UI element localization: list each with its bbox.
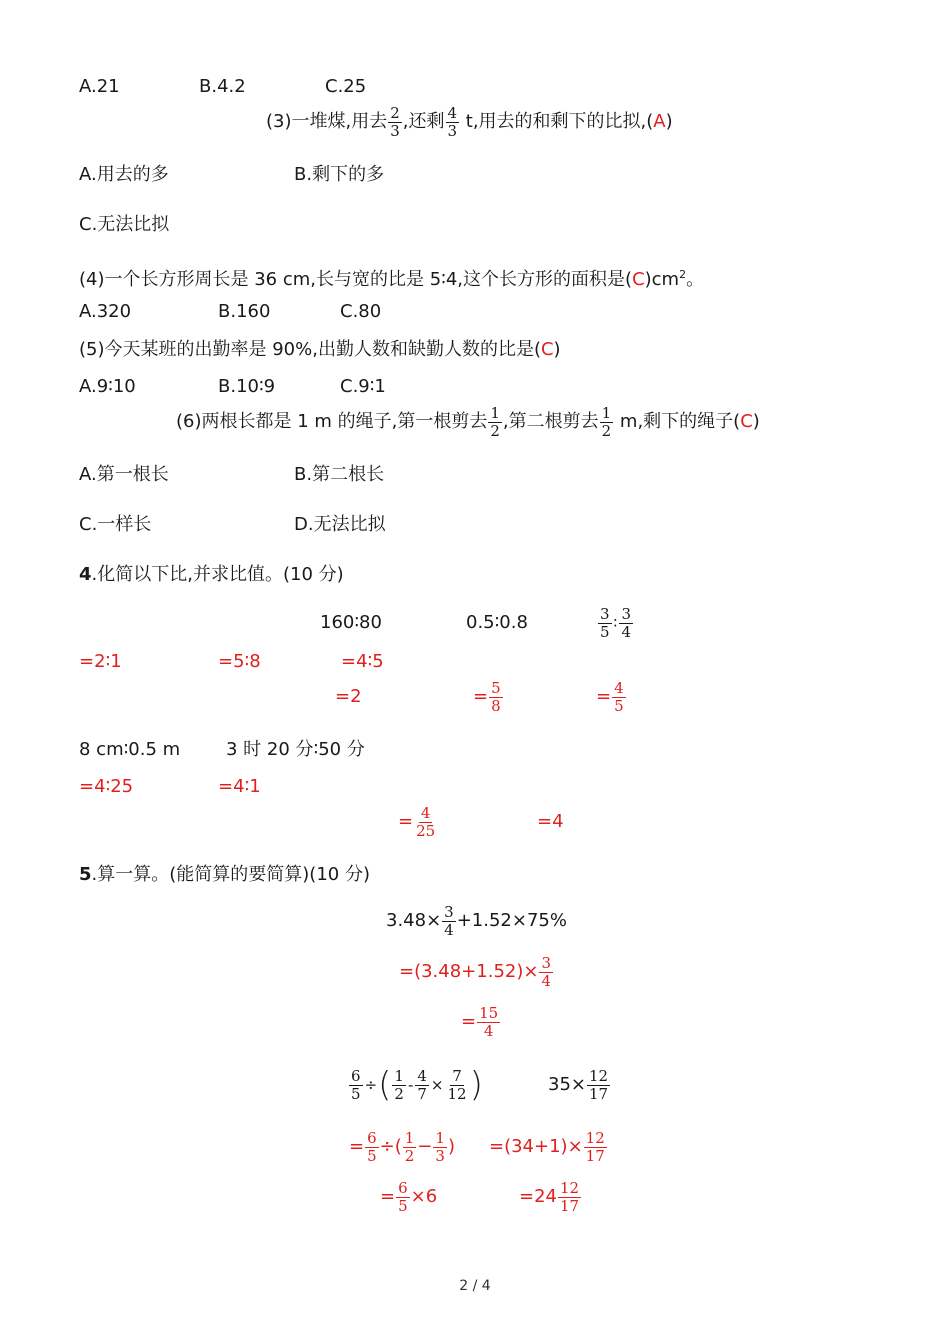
fraction: $\frac{4}{25}$ xyxy=(416,803,436,840)
fraction: $\frac{1}{3}$ xyxy=(435,1128,445,1165)
s5-step-4: =(34+1)× $\frac{12}{17}$ xyxy=(489,1128,605,1165)
answer: C xyxy=(540,339,554,360)
s4-value-4: = $\frac{4}{25}$ xyxy=(398,803,436,840)
s5-step-5: = $\frac{6}{5}$ ×6 xyxy=(380,1178,438,1215)
section-5-title: 5.算一算。(能简算的要简算)(10 分) xyxy=(79,864,370,885)
q3-stem: (3)一堆煤,用去 $\frac{2}{3}$ ,还剩 $\frac{4}{3}$ t,用去的和剩下的比拟,(A) xyxy=(266,103,673,140)
fraction: $\frac{15}{4}$ xyxy=(479,1003,499,1040)
s5-step-1: =(3.48+1.52)× $\frac{3}{4}$ xyxy=(399,953,551,990)
page-number: 2 / 4 xyxy=(459,1278,491,1294)
s5-expr-1: 3.48× $\frac{3}{4}$ +1.52×75% xyxy=(386,902,567,939)
fraction: $\frac{6}{5}$ xyxy=(398,1178,408,1215)
s4-expr-4: 8 cm∶0.5 m xyxy=(79,739,181,760)
s4-ratio-4: =4∶25 xyxy=(79,776,134,797)
q2-option-a: A.21 xyxy=(79,76,120,97)
s4-expr-1: 160∶80 xyxy=(320,612,382,633)
section-4-title: 4.化简以下比,并求比值。(10 分) xyxy=(79,564,344,585)
s4-ratio-1: =2∶1 xyxy=(79,651,122,672)
fraction: $\frac{1}{2}$ xyxy=(490,403,500,440)
s5-step-3: = $\frac{6}{5}$ ÷( $\frac{1}{2}$ − $\frac{1}{3}$ ) xyxy=(349,1128,455,1165)
fraction: $\frac{2}{3}$ xyxy=(390,103,400,140)
s4-value-2: = $\frac{5}{8}$ xyxy=(473,678,501,715)
fraction: $\frac{4}{3}$ xyxy=(447,103,458,140)
answer: C xyxy=(632,269,645,290)
q6-stem: (6)两根长都是 1 m 的绳子,第一根剪去 $\frac{1}{2}$ ,第二根剪去 $\frac{1}{2}$ m,剩下的绳子(C) xyxy=(176,403,760,440)
q5-option-b: B.10∶9 xyxy=(218,376,276,397)
fraction: $\frac{3}{4}$ xyxy=(621,604,631,641)
s4-ratio-2: =5∶8 xyxy=(218,651,261,672)
fraction: $\frac{4}{5}$ xyxy=(614,678,624,715)
q3-option-c: C.无法比拟 xyxy=(79,214,170,235)
s4-expr-3: $\frac{3}{5}$ ∶ $\frac{3}{4}$ xyxy=(600,604,631,641)
q4-option-b: B.160 xyxy=(218,301,271,322)
q4-stem: (4)一个长方形周长是 36 cm,长与宽的比是 5∶4,这个长方形的面积是$(C)cm^2$。 xyxy=(79,268,705,290)
q4-option-c: C.80 xyxy=(340,301,382,322)
s4-value-1: =2 xyxy=(335,686,362,707)
s5-expr-3: 35× $\frac{12}{17}$ xyxy=(548,1066,609,1103)
fraction: $\frac{12}{17}$ xyxy=(560,1178,580,1215)
q5-stem: (5)今天某班的出勤率是 90%,出勤人数和缺勤人数的比是(C) xyxy=(79,339,561,360)
fraction: $\frac{1}{2}$ xyxy=(394,1066,404,1103)
q2-option-c: C.25 xyxy=(325,76,367,97)
q5-option-c: C.9∶1 xyxy=(340,376,386,397)
q3-option-b: B.剩下的多 xyxy=(294,164,385,185)
q6-option-b: B.第二根长 xyxy=(294,464,385,485)
q2-option-b: B.4.2 xyxy=(199,76,246,97)
fraction: $\frac{12}{17}$ xyxy=(585,1128,605,1165)
s4-value-3: = $\frac{4}{5}$ xyxy=(596,678,624,715)
fraction: $\frac{3}{4}$ xyxy=(444,902,454,939)
q6-option-a: A.第一根长 xyxy=(79,464,169,485)
fraction: $\frac{3}{4}$ xyxy=(541,953,551,990)
fraction: $\frac{6}{5}$ xyxy=(351,1066,361,1103)
answer: A xyxy=(653,111,666,132)
q4-option-a: A.320 xyxy=(79,301,132,322)
s4-expr-5: 3 时 20 分∶50 分 xyxy=(226,739,365,760)
q6-option-c: C.一样长 xyxy=(79,514,152,535)
s4-expr-2: 0.5∶0.8 xyxy=(466,612,528,633)
q3-option-a: A.用去的多 xyxy=(79,164,169,185)
s4-ratio-3: =4∶5 xyxy=(341,651,384,672)
fraction: $\frac{5}{8}$ xyxy=(491,678,501,715)
answer: C xyxy=(740,411,753,432)
s5-expr-2: $\frac{6}{5}$ ÷( $\frac{1}{2}$ - $\frac{4}{7}$ × $\frac{7}{12}$ ) xyxy=(351,1065,483,1105)
fraction: $\frac{6}{5}$ xyxy=(367,1128,377,1165)
fraction: $\frac{1}{2}$ xyxy=(601,403,612,440)
s4-ratio-5: =4∶1 xyxy=(218,776,261,797)
fraction: $\frac{3}{5}$ xyxy=(600,604,610,641)
s5-step-2: = $\frac{15}{4}$ xyxy=(461,1003,499,1040)
s4-value-5: =4 xyxy=(537,811,564,832)
s5-step-6: =24 $\frac{12}{17}$ xyxy=(519,1178,580,1215)
q5-option-a: A.9∶10 xyxy=(79,376,136,397)
fraction: $\frac{1}{2}$ xyxy=(404,1128,415,1165)
fraction: $\frac{7}{12}$ xyxy=(447,1066,467,1103)
q6-option-d: D.无法比拟 xyxy=(294,514,386,535)
fraction: $\frac{12}{17}$ xyxy=(589,1066,609,1103)
fraction: $\frac{4}{7}$ xyxy=(417,1066,427,1103)
